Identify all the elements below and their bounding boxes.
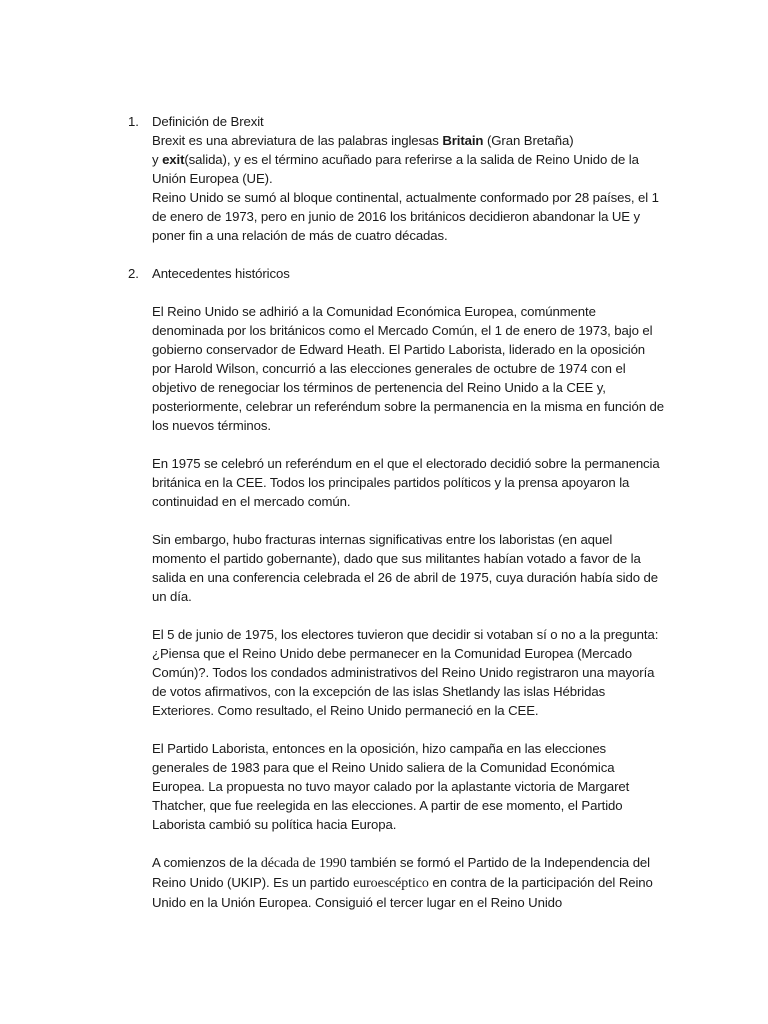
paragraph: Reino Unido se sumó al bloque continental, actualmente conformado por 28 países, el 1 de enero de 1973, pero en junio de 2016 los británicos decidieron abandonar la UE y poner fin a una relación de más de cuatro décadas. [152, 190, 659, 243]
paragraph: El 5 de junio de 1975, los electores tuvieron que decidir si votaban sí o no a la pregunta: ¿Piensa que el Reino Unido debe permanecer en la Comunidad Europea (Mercado Común)?. Todos los condados administrativos del Reino Unido registraron una mayoría de votos afirmativos, con la excepción de las islas Shetlandy las islas Hébridas Exteriores. Como resultado, el Reino Unido permaneció en la CEE. [152, 627, 659, 718]
paragraph [152, 853, 664, 912]
section-heading: Definición de Brexit [152, 114, 264, 129]
bold-term: exit [162, 152, 185, 167]
paragraph: El Reino Unido se adhirió a la Comunidad Económica Europea, comúnmente denominada por los británicos como el Mercado Común, el 1 de enero de 1973, bajo el gobierno conservador de Edward Heath. El Partido Laborista, liderado en la oposición por Harold Wilson, concurrió a las elecciones generales de octubre de 1974 con el objetivo de renegociar los términos de pertenencia del Reino Unido a la CEE y, posteriormente, celebrar un referéndum sobre la permanencia en la misma en función de los nuevos términos. [152, 304, 664, 433]
text-run: y [152, 152, 163, 167]
text-run: también se formó el Partido de la Independencia del Reino Unido (UKIP). Es un partido [152, 855, 651, 890]
section-heading: Antecedentes históricos [152, 266, 290, 281]
paragraph: Sin embargo, hubo fracturas internas significativas entre los laboristas (en aquel momento el partido gobernante), dado que sus militantes habían votado a favor de la salida en una conferencia celebrada el 26 de abril de 1975, cuya duración había sido de un día. [152, 532, 658, 604]
paragraph [152, 131, 664, 188]
section-historical-background [128, 264, 664, 912]
document-body [128, 112, 664, 912]
paragraph: El Partido Laborista, entonces en la oposición, hizo campaña en las elecciones generales de 1983 para que el Reino Unido saliera de la Comunidad Económica Europea. La propuesta no tuvo mayor calado por la aplastante victoria de Margaret Thatcher, que fue reelegida en las elecciones. A partir de ese momento, el Partido Laborista cambió su política hacia Europa. [152, 741, 630, 832]
bold-term: Britain [442, 133, 484, 148]
text-run: (salida), y es el término acuñado para referirse a la salida de Reino Unido de la Unión Europea (UE). [152, 152, 639, 186]
list-number: 1. [128, 114, 139, 129]
list-number: 2. [128, 266, 139, 281]
text-run: en contra de la participación del Reino Unido en la Unión Europea. Consiguió el tercer lugar en el Reino Unido [152, 875, 653, 910]
paragraph: En 1975 se celebró un referéndum en el que el electorado decidió sobre la permanencia británica en la CEE. Todos los principales partidos políticos y la prensa apoyaron la continuidad en el mercado común. [152, 456, 660, 509]
serif-text-run: euroescéptico [353, 876, 429, 891]
text-run: Brexit es una abreviatura de las palabras inglesas [152, 133, 443, 148]
text-run: A comienzos de la [152, 855, 261, 870]
section-brexit-definition [128, 112, 664, 245]
serif-text-run: década de 1990 [260, 856, 347, 871]
text-run: (Gran Bretaña) [483, 133, 574, 148]
